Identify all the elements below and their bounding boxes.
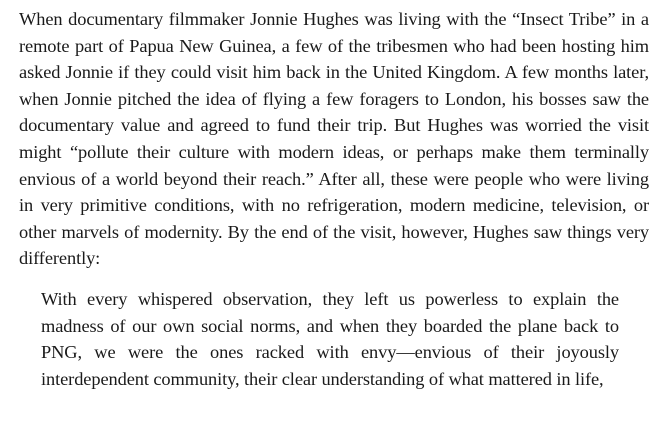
body-paragraph: When documentary filmmaker Jonnie Hughes was living with the “Insect Tribe” in a remote part of Papua New Guinea, a few of the tribesmen who had been hosting him asked Jonnie if they could visit him back in the United Kingdom. A few months later, when Jonnie pitched the idea of flying a few foragers to London, his bosses saw the documentary value and agreed to fund their trip. But Hughes was worried the visit might “pollute their culture with modern ideas, or perhaps make them terminally envious of a world beyond their reach.” After all, these were people who were living in very primitive conditions, with no refrigeration, modern medicine, television, or other marvels of modernity. By the end of the visit, however, Hughes saw things very differently: (19, 9, 649, 269)
block-quote: With every whispered observation, they left us powerless to explain the madness of our own social norms, and when they boarded the plane back to PNG, we were the ones racked with envy—envious of their joyously interdependent community, their clear understanding of what mattered in life, (41, 289, 619, 389)
